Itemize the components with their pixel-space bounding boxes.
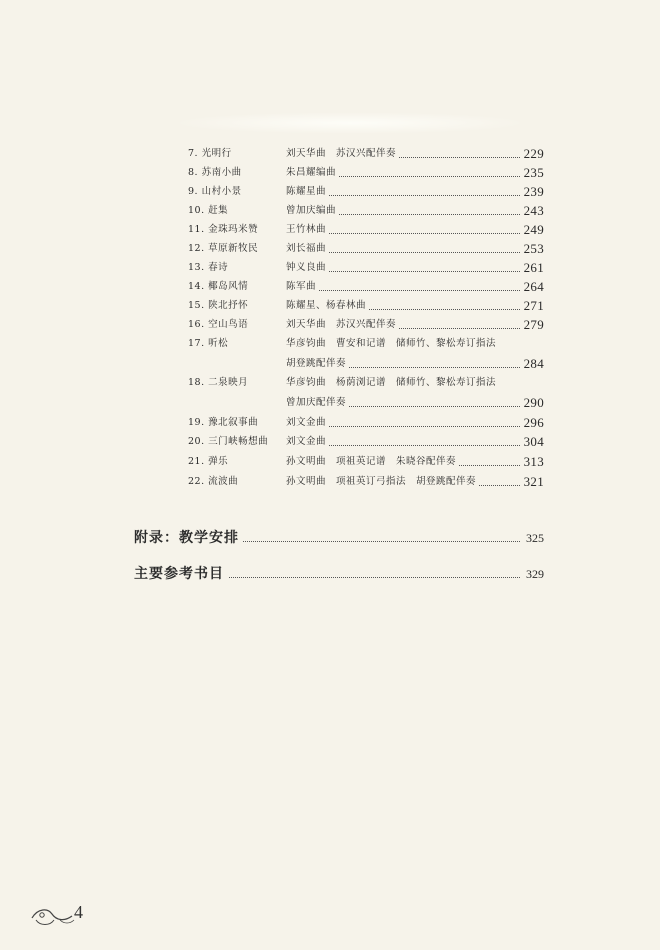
entry-credit: 刘天华曲 苏汉兴配伴奏 <box>286 316 399 334</box>
entry-page-number: 229 <box>523 146 544 161</box>
entry-page-number: 284 <box>523 356 544 371</box>
toc-entry[interactable] <box>188 335 544 353</box>
entry-page-number: 321 <box>523 474 544 489</box>
entry-number-title: 22. 流波曲 <box>188 476 239 487</box>
entry-page-number: 304 <box>523 434 544 449</box>
entry-credit: 陈军曲 <box>286 278 319 296</box>
toc-entry-continuation[interactable] <box>188 355 544 373</box>
toc-entry[interactable] <box>188 164 544 182</box>
toc-entry[interactable] <box>188 240 544 258</box>
entry-credit: 刘天华曲 苏汉兴配伴奏 <box>286 145 399 163</box>
entry-credit: 华彦钧曲 曹安和记谱 储师竹、黎松寿订指法 <box>286 335 499 353</box>
entry-number-title: 15. 陕北抒怀 <box>188 300 249 311</box>
toc-entry[interactable] <box>188 259 544 277</box>
entry-page-number: 249 <box>523 222 544 237</box>
entry-number-title: 11. 金珠玛米赞 <box>188 224 259 235</box>
dot-leader <box>286 290 520 291</box>
entry-page-number: 279 <box>523 317 544 332</box>
entry-credit: 华彦钧曲 杨荫浏记谱 储师竹、黎松寿订指法 <box>286 374 499 392</box>
entry-number-title: 20. 三门峡畅想曲 <box>188 436 269 447</box>
appendix-page-number: 329 <box>524 563 544 585</box>
appendix-page-number: 325 <box>524 527 544 549</box>
toc-entry[interactable] <box>188 374 544 392</box>
entry-credit: 刘文金曲 <box>286 433 329 451</box>
entry-number-title: 19. 豫北叙事曲 <box>188 417 259 428</box>
entry-page-number: 243 <box>523 203 544 218</box>
entry-number-title: 7. 光明行 <box>188 148 232 159</box>
entry-number-title: 17. 听松 <box>188 338 229 349</box>
entry-number-title: 16. 空山鸟语 <box>188 319 249 330</box>
appendix-title: 附录：教学安排 <box>134 527 243 549</box>
toc-entry[interactable] <box>188 453 544 471</box>
entry-number-title: 21. 弹乐 <box>188 456 229 467</box>
entry-number-title: 9. 山村小景 <box>188 186 242 197</box>
entry-number-title: 8. 苏南小曲 <box>188 167 242 178</box>
entry-page-number: 313 <box>523 454 544 469</box>
toc-entry[interactable] <box>188 414 544 432</box>
entry-number-title: 14. 椰岛风情 <box>188 281 249 292</box>
appendix-entry-references[interactable] <box>134 563 544 585</box>
entry-credit: 孙文明曲 项祖英记谱 朱晓谷配伴奏 <box>286 453 459 471</box>
entry-credit: 陈耀星、杨春林曲 <box>286 297 369 315</box>
entry-page-number: 253 <box>523 241 544 256</box>
toc-entry[interactable] <box>188 297 544 315</box>
entry-page-number: 235 <box>523 165 544 180</box>
entry-credit: 曾加庆编曲 <box>286 202 339 220</box>
entry-credit: 刘长福曲 <box>286 240 329 258</box>
appendix-title: 主要参考书目 <box>134 563 228 585</box>
toc-entry[interactable] <box>188 183 544 201</box>
entry-credit: 孙文明曲 项祖英订弓指法 胡登跳配伴奏 <box>286 473 479 491</box>
entry-page-number: 261 <box>523 260 544 275</box>
page-footer <box>30 900 110 930</box>
toc-entry[interactable] <box>188 202 544 220</box>
toc-entry[interactable] <box>188 145 544 163</box>
entry-page-number: 264 <box>523 279 544 294</box>
appendix-entry-teaching-schedule[interactable] <box>134 527 544 549</box>
page-stain <box>170 112 530 134</box>
entry-number-title: 10. 赶集 <box>188 205 229 216</box>
flourish-ornament-icon <box>30 900 76 930</box>
entry-credit: 刘文金曲 <box>286 414 329 432</box>
entry-credit: 陈耀星曲 <box>286 183 329 201</box>
entry-number-title: 13. 春诗 <box>188 262 229 273</box>
toc-entry[interactable] <box>188 221 544 239</box>
entry-number-title: 12. 草原新牧民 <box>188 243 259 254</box>
toc-entry[interactable] <box>188 316 544 334</box>
page-number-folio: 4 <box>74 902 83 922</box>
toc-entry[interactable] <box>188 473 544 491</box>
entry-number-title: 18. 二泉映月 <box>188 377 249 388</box>
entry-credit: 胡登跳配伴奏 <box>286 355 349 373</box>
entry-page-number: 271 <box>523 298 544 313</box>
entry-page-number: 239 <box>523 184 544 199</box>
toc-entry-continuation[interactable] <box>188 394 544 412</box>
dot-leader <box>194 577 520 578</box>
entry-page-number: 296 <box>523 415 544 430</box>
toc-entry[interactable] <box>188 278 544 296</box>
entry-credit: 曾加庆配伴奏 <box>286 394 349 412</box>
entry-credit: 钟义良曲 <box>286 259 329 277</box>
entry-page-number: 290 <box>523 395 544 410</box>
entry-credit: 王竹林曲 <box>286 221 329 239</box>
toc-entry[interactable] <box>188 433 544 451</box>
entry-credit: 朱昌耀编曲 <box>286 164 339 182</box>
